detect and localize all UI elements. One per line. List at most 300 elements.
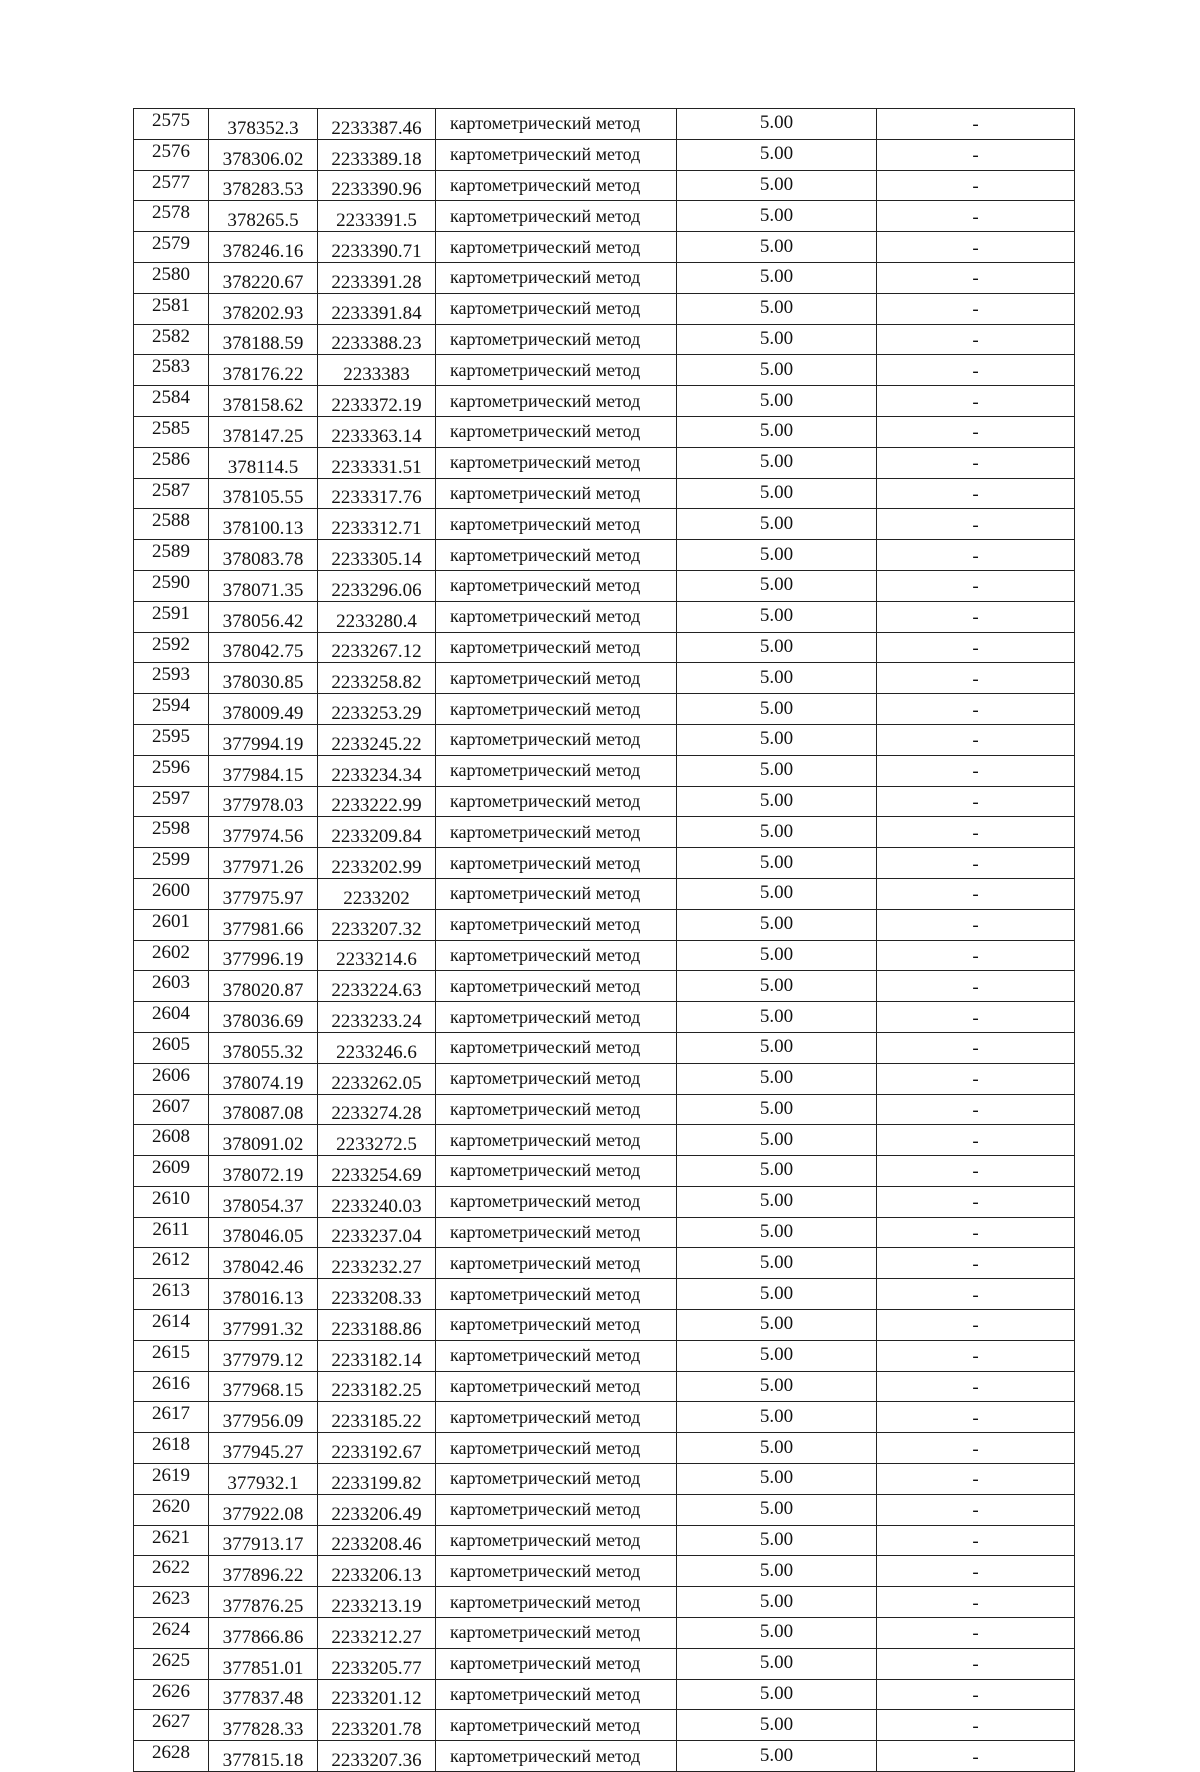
x-coordinate-cell: 377851.01	[209, 1648, 318, 1679]
table-row	[134, 416, 1075, 447]
dash-cell: -	[877, 1433, 1075, 1464]
table-row	[134, 232, 1075, 263]
point-number-cell: 2618	[134, 1433, 209, 1464]
method-cell: картометрический метод	[436, 786, 677, 817]
method-cell: картометрический метод	[436, 878, 677, 909]
point-number-cell: 2578	[134, 201, 209, 232]
table-row	[134, 848, 1075, 879]
accuracy-cell: 5.00	[677, 817, 877, 848]
point-number-cell: 2623	[134, 1587, 209, 1618]
y-coordinate-cell: 2233182.14	[318, 1340, 436, 1371]
point-number-cell: 2607	[134, 1094, 209, 1125]
method-cell: картометрический метод	[436, 170, 677, 201]
dash-cell: -	[877, 1063, 1075, 1094]
x-coordinate-cell: 378055.32	[209, 1032, 318, 1063]
x-coordinate-cell: 378036.69	[209, 1002, 318, 1033]
x-coordinate-cell: 378114.5	[209, 447, 318, 478]
point-number-cell: 2613	[134, 1279, 209, 1310]
accuracy-cell: 5.00	[677, 509, 877, 540]
y-coordinate-cell: 2233246.6	[318, 1032, 436, 1063]
point-number-cell: 2583	[134, 355, 209, 386]
accuracy-cell: 5.00	[677, 324, 877, 355]
table-row	[134, 663, 1075, 694]
dash-cell: -	[877, 878, 1075, 909]
accuracy-cell: 5.00	[677, 909, 877, 940]
x-coordinate-cell: 377974.56	[209, 817, 318, 848]
point-number-cell: 2597	[134, 786, 209, 817]
table-row	[134, 201, 1075, 232]
table-row	[134, 1648, 1075, 1679]
table-row	[134, 1494, 1075, 1525]
dash-cell: -	[877, 478, 1075, 509]
accuracy-cell: 5.00	[677, 1433, 877, 1464]
x-coordinate-cell: 378220.67	[209, 262, 318, 293]
x-coordinate-cell: 377981.66	[209, 909, 318, 940]
accuracy-cell: 5.00	[677, 540, 877, 571]
x-coordinate-cell: 377922.08	[209, 1494, 318, 1525]
x-coordinate-cell: 377978.03	[209, 786, 318, 817]
table-row	[134, 1340, 1075, 1371]
point-number-cell: 2575	[134, 109, 209, 140]
point-number-cell: 2610	[134, 1186, 209, 1217]
accuracy-cell: 5.00	[677, 262, 877, 293]
point-number-cell: 2588	[134, 509, 209, 540]
x-coordinate-cell: 378202.93	[209, 293, 318, 324]
dash-cell: -	[877, 139, 1075, 170]
x-coordinate-cell: 378020.87	[209, 971, 318, 1002]
dash-cell: -	[877, 232, 1075, 263]
table-row	[134, 940, 1075, 971]
y-coordinate-cell: 2233206.13	[318, 1556, 436, 1587]
accuracy-cell: 5.00	[677, 694, 877, 725]
method-cell: картометрический метод	[436, 540, 677, 571]
table-row	[134, 878, 1075, 909]
dash-cell: -	[877, 694, 1075, 725]
accuracy-cell: 5.00	[677, 663, 877, 694]
x-coordinate-cell: 378246.16	[209, 232, 318, 263]
x-coordinate-cell: 377866.86	[209, 1618, 318, 1649]
accuracy-cell: 5.00	[677, 1032, 877, 1063]
point-number-cell: 2598	[134, 817, 209, 848]
point-number-cell: 2620	[134, 1494, 209, 1525]
x-coordinate-cell: 378087.08	[209, 1094, 318, 1125]
y-coordinate-cell: 2233391.5	[318, 201, 436, 232]
x-coordinate-cell: 378105.55	[209, 478, 318, 509]
x-coordinate-cell: 378188.59	[209, 324, 318, 355]
x-coordinate-cell: 377994.19	[209, 724, 318, 755]
accuracy-cell: 5.00	[677, 570, 877, 601]
accuracy-cell: 5.00	[677, 1587, 877, 1618]
y-coordinate-cell: 2233312.71	[318, 509, 436, 540]
method-cell: картометрический метод	[436, 971, 677, 1002]
dash-cell: -	[877, 540, 1075, 571]
coordinates-table	[133, 108, 1075, 1772]
point-number-cell: 2590	[134, 570, 209, 601]
table-row	[134, 1156, 1075, 1187]
table-row	[134, 1433, 1075, 1464]
dash-cell: -	[877, 1125, 1075, 1156]
accuracy-cell: 5.00	[677, 786, 877, 817]
dash-cell: -	[877, 170, 1075, 201]
table-row	[134, 632, 1075, 663]
table-row	[134, 1710, 1075, 1741]
point-number-cell: 2616	[134, 1371, 209, 1402]
point-number-cell: 2621	[134, 1525, 209, 1556]
dash-cell: -	[877, 1186, 1075, 1217]
y-coordinate-cell: 2233258.82	[318, 663, 436, 694]
method-cell: картометрический метод	[436, 1125, 677, 1156]
table-row	[134, 1032, 1075, 1063]
y-coordinate-cell: 2233363.14	[318, 416, 436, 447]
point-number-cell: 2609	[134, 1156, 209, 1187]
dash-cell: -	[877, 1340, 1075, 1371]
x-coordinate-cell: 378071.35	[209, 570, 318, 601]
point-number-cell: 2628	[134, 1741, 209, 1772]
x-coordinate-cell: 378046.05	[209, 1217, 318, 1248]
dash-cell: -	[877, 570, 1075, 601]
y-coordinate-cell: 2233280.4	[318, 601, 436, 632]
accuracy-cell: 5.00	[677, 170, 877, 201]
accuracy-cell: 5.00	[677, 940, 877, 971]
point-number-cell: 2586	[134, 447, 209, 478]
table-row	[134, 262, 1075, 293]
y-coordinate-cell: 2233182.25	[318, 1371, 436, 1402]
point-number-cell: 2604	[134, 1002, 209, 1033]
y-coordinate-cell: 2233274.28	[318, 1094, 436, 1125]
x-coordinate-cell: 377896.22	[209, 1556, 318, 1587]
point-number-cell: 2589	[134, 540, 209, 571]
table-row	[134, 386, 1075, 417]
table-row	[134, 1186, 1075, 1217]
method-cell: картометрический метод	[436, 1248, 677, 1279]
dash-cell: -	[877, 201, 1075, 232]
y-coordinate-cell: 2233391.28	[318, 262, 436, 293]
method-cell: картометрический метод	[436, 447, 677, 478]
accuracy-cell: 5.00	[677, 1464, 877, 1495]
accuracy-cell: 5.00	[677, 447, 877, 478]
y-coordinate-cell: 2233317.76	[318, 478, 436, 509]
method-cell: картометрический метод	[436, 1464, 677, 1495]
method-cell: картометрический метод	[436, 1371, 677, 1402]
dash-cell: -	[877, 1679, 1075, 1710]
accuracy-cell: 5.00	[677, 848, 877, 879]
table-row	[134, 1587, 1075, 1618]
method-cell: картометрический метод	[436, 1186, 677, 1217]
dash-cell: -	[877, 1618, 1075, 1649]
table-row	[134, 1002, 1075, 1033]
dash-cell: -	[877, 447, 1075, 478]
table-row	[134, 170, 1075, 201]
method-cell: картометрический метод	[436, 1741, 677, 1772]
table-row	[134, 1371, 1075, 1402]
x-coordinate-cell: 377828.33	[209, 1710, 318, 1741]
method-cell: картометрический метод	[436, 1494, 677, 1525]
table-row	[134, 447, 1075, 478]
accuracy-cell: 5.00	[677, 1618, 877, 1649]
table-row	[134, 1094, 1075, 1125]
point-number-cell: 2614	[134, 1310, 209, 1341]
y-coordinate-cell: 2233296.06	[318, 570, 436, 601]
accuracy-cell: 5.00	[677, 1710, 877, 1741]
method-cell: картометрический метод	[436, 1648, 677, 1679]
table-row	[134, 324, 1075, 355]
accuracy-cell: 5.00	[677, 1248, 877, 1279]
dash-cell: -	[877, 1217, 1075, 1248]
point-number-cell: 2601	[134, 909, 209, 940]
dash-cell: -	[877, 262, 1075, 293]
method-cell: картометрический метод	[436, 386, 677, 417]
dash-cell: -	[877, 1556, 1075, 1587]
method-cell: картометрический метод	[436, 1002, 677, 1033]
point-number-cell: 2576	[134, 139, 209, 170]
point-number-cell: 2596	[134, 755, 209, 786]
y-coordinate-cell: 2233233.24	[318, 1002, 436, 1033]
method-cell: картометрический метод	[436, 478, 677, 509]
method-cell: картометрический метод	[436, 139, 677, 170]
table-row	[134, 755, 1075, 786]
method-cell: картометрический метод	[436, 724, 677, 755]
y-coordinate-cell: 2233383	[318, 355, 436, 386]
accuracy-cell: 5.00	[677, 878, 877, 909]
accuracy-cell: 5.00	[677, 1494, 877, 1525]
method-cell: картометрический метод	[436, 1094, 677, 1125]
dash-cell: -	[877, 1371, 1075, 1402]
method-cell: картометрический метод	[436, 1032, 677, 1063]
method-cell: картометрический метод	[436, 355, 677, 386]
method-cell: картометрический метод	[436, 1556, 677, 1587]
x-coordinate-cell: 378352.3	[209, 109, 318, 140]
table-row	[134, 1063, 1075, 1094]
y-coordinate-cell: 2233208.46	[318, 1525, 436, 1556]
method-cell: картометрический метод	[436, 694, 677, 725]
table-row	[134, 1556, 1075, 1587]
accuracy-cell: 5.00	[677, 386, 877, 417]
point-number-cell: 2608	[134, 1125, 209, 1156]
table-row	[134, 601, 1075, 632]
accuracy-cell: 5.00	[677, 1741, 877, 1772]
point-number-cell: 2577	[134, 170, 209, 201]
table-row	[134, 909, 1075, 940]
x-coordinate-cell: 378030.85	[209, 663, 318, 694]
method-cell: картометрический метод	[436, 1433, 677, 1464]
dash-cell: -	[877, 1032, 1075, 1063]
accuracy-cell: 5.00	[677, 1648, 877, 1679]
point-number-cell: 2582	[134, 324, 209, 355]
x-coordinate-cell: 377975.97	[209, 878, 318, 909]
dash-cell: -	[877, 355, 1075, 386]
point-number-cell: 2599	[134, 848, 209, 879]
point-number-cell: 2615	[134, 1340, 209, 1371]
accuracy-cell: 5.00	[677, 1556, 877, 1587]
method-cell: картометрический метод	[436, 293, 677, 324]
point-number-cell: 2581	[134, 293, 209, 324]
dash-cell: -	[877, 848, 1075, 879]
dash-cell: -	[877, 1156, 1075, 1187]
dash-cell: -	[877, 293, 1075, 324]
point-number-cell: 2594	[134, 694, 209, 725]
x-coordinate-cell: 378158.62	[209, 386, 318, 417]
point-number-cell: 2585	[134, 416, 209, 447]
x-coordinate-cell: 378072.19	[209, 1156, 318, 1187]
dash-cell: -	[877, 786, 1075, 817]
accuracy-cell: 5.00	[677, 109, 877, 140]
method-cell: картометрический метод	[436, 817, 677, 848]
accuracy-cell: 5.00	[677, 1186, 877, 1217]
x-coordinate-cell: 377991.32	[209, 1310, 318, 1341]
y-coordinate-cell: 2233331.51	[318, 447, 436, 478]
method-cell: картометрический метод	[436, 940, 677, 971]
method-cell: картометрический метод	[436, 848, 677, 879]
dash-cell: -	[877, 1279, 1075, 1310]
method-cell: картометрический метод	[436, 601, 677, 632]
accuracy-cell: 5.00	[677, 755, 877, 786]
table-row	[134, 540, 1075, 571]
y-coordinate-cell: 2233388.23	[318, 324, 436, 355]
accuracy-cell: 5.00	[677, 355, 877, 386]
point-number-cell: 2580	[134, 262, 209, 293]
y-coordinate-cell: 2233207.36	[318, 1741, 436, 1772]
dash-cell: -	[877, 632, 1075, 663]
accuracy-cell: 5.00	[677, 1094, 877, 1125]
y-coordinate-cell: 2233389.18	[318, 139, 436, 170]
y-coordinate-cell: 2233188.86	[318, 1310, 436, 1341]
y-coordinate-cell: 2233199.82	[318, 1464, 436, 1495]
accuracy-cell: 5.00	[677, 601, 877, 632]
point-number-cell: 2606	[134, 1063, 209, 1094]
accuracy-cell: 5.00	[677, 1371, 877, 1402]
point-number-cell: 2600	[134, 878, 209, 909]
x-coordinate-cell: 377837.48	[209, 1679, 318, 1710]
point-number-cell: 2602	[134, 940, 209, 971]
dash-cell: -	[877, 1587, 1075, 1618]
dash-cell: -	[877, 755, 1075, 786]
x-coordinate-cell: 378265.5	[209, 201, 318, 232]
y-coordinate-cell: 2233387.46	[318, 109, 436, 140]
x-coordinate-cell: 377984.15	[209, 755, 318, 786]
table-row	[134, 355, 1075, 386]
dash-cell: -	[877, 909, 1075, 940]
point-number-cell: 2622	[134, 1556, 209, 1587]
table-row	[134, 478, 1075, 509]
table-row	[134, 1125, 1075, 1156]
x-coordinate-cell: 378074.19	[209, 1063, 318, 1094]
accuracy-cell: 5.00	[677, 1402, 877, 1433]
y-coordinate-cell: 2233234.34	[318, 755, 436, 786]
dash-cell: -	[877, 416, 1075, 447]
point-number-cell: 2619	[134, 1464, 209, 1495]
y-coordinate-cell: 2233214.6	[318, 940, 436, 971]
method-cell: картометрический метод	[436, 909, 677, 940]
point-number-cell: 2617	[134, 1402, 209, 1433]
y-coordinate-cell: 2233192.67	[318, 1433, 436, 1464]
table-row	[134, 1217, 1075, 1248]
accuracy-cell: 5.00	[677, 1156, 877, 1187]
table-row	[134, 1248, 1075, 1279]
point-number-cell: 2605	[134, 1032, 209, 1063]
accuracy-cell: 5.00	[677, 1310, 877, 1341]
method-cell: картометрический метод	[436, 1587, 677, 1618]
y-coordinate-cell: 2233207.32	[318, 909, 436, 940]
method-cell: картометрический метод	[436, 755, 677, 786]
x-coordinate-cell: 377968.15	[209, 1371, 318, 1402]
dash-cell: -	[877, 1494, 1075, 1525]
x-coordinate-cell: 378176.22	[209, 355, 318, 386]
method-cell: картометрический метод	[436, 1156, 677, 1187]
table-row	[134, 1679, 1075, 1710]
y-coordinate-cell: 2233201.12	[318, 1679, 436, 1710]
method-cell: картометрический метод	[436, 1402, 677, 1433]
y-coordinate-cell: 2233262.05	[318, 1063, 436, 1094]
y-coordinate-cell: 2233209.84	[318, 817, 436, 848]
dash-cell: -	[877, 324, 1075, 355]
x-coordinate-cell: 378054.37	[209, 1186, 318, 1217]
method-cell: картометрический метод	[436, 1710, 677, 1741]
dash-cell: -	[877, 1710, 1075, 1741]
accuracy-cell: 5.00	[677, 724, 877, 755]
dash-cell: -	[877, 1310, 1075, 1341]
table-row	[134, 1464, 1075, 1495]
point-number-cell: 2627	[134, 1710, 209, 1741]
y-coordinate-cell: 2233224.63	[318, 971, 436, 1002]
y-coordinate-cell: 2233202.99	[318, 848, 436, 879]
point-number-cell: 2595	[134, 724, 209, 755]
method-cell: картометрический метод	[436, 416, 677, 447]
x-coordinate-cell: 378091.02	[209, 1125, 318, 1156]
method-cell: картометрический метод	[436, 1340, 677, 1371]
dash-cell: -	[877, 1648, 1075, 1679]
x-coordinate-cell: 378056.42	[209, 601, 318, 632]
x-coordinate-cell: 378042.75	[209, 632, 318, 663]
accuracy-cell: 5.00	[677, 1217, 877, 1248]
method-cell: картометрический метод	[436, 509, 677, 540]
method-cell: картометрический метод	[436, 201, 677, 232]
point-number-cell: 2611	[134, 1217, 209, 1248]
method-cell: картометрический метод	[436, 1618, 677, 1649]
y-coordinate-cell: 2233305.14	[318, 540, 436, 571]
point-number-cell: 2626	[134, 1679, 209, 1710]
method-cell: картометрический метод	[436, 109, 677, 140]
point-number-cell: 2584	[134, 386, 209, 417]
point-number-cell: 2593	[134, 663, 209, 694]
point-number-cell: 2603	[134, 971, 209, 1002]
x-coordinate-cell: 378016.13	[209, 1279, 318, 1310]
coordinates-table-body	[134, 109, 1075, 1772]
x-coordinate-cell: 378306.02	[209, 139, 318, 170]
table-row	[134, 1741, 1075, 1772]
dash-cell: -	[877, 1464, 1075, 1495]
table-row	[134, 570, 1075, 601]
y-coordinate-cell: 2233390.96	[318, 170, 436, 201]
table-row	[134, 1279, 1075, 1310]
accuracy-cell: 5.00	[677, 139, 877, 170]
x-coordinate-cell: 378147.25	[209, 416, 318, 447]
y-coordinate-cell: 2233272.5	[318, 1125, 436, 1156]
table-row	[134, 509, 1075, 540]
y-coordinate-cell: 2233206.49	[318, 1494, 436, 1525]
dash-cell: -	[877, 1402, 1075, 1433]
method-cell: картометрический метод	[436, 1679, 677, 1710]
accuracy-cell: 5.00	[677, 478, 877, 509]
dash-cell: -	[877, 724, 1075, 755]
dash-cell: -	[877, 601, 1075, 632]
y-coordinate-cell: 2233208.33	[318, 1279, 436, 1310]
point-number-cell: 2625	[134, 1648, 209, 1679]
method-cell: картометрический метод	[436, 632, 677, 663]
accuracy-cell: 5.00	[677, 632, 877, 663]
table-row	[134, 109, 1075, 140]
y-coordinate-cell: 2233213.19	[318, 1587, 436, 1618]
accuracy-cell: 5.00	[677, 1679, 877, 1710]
